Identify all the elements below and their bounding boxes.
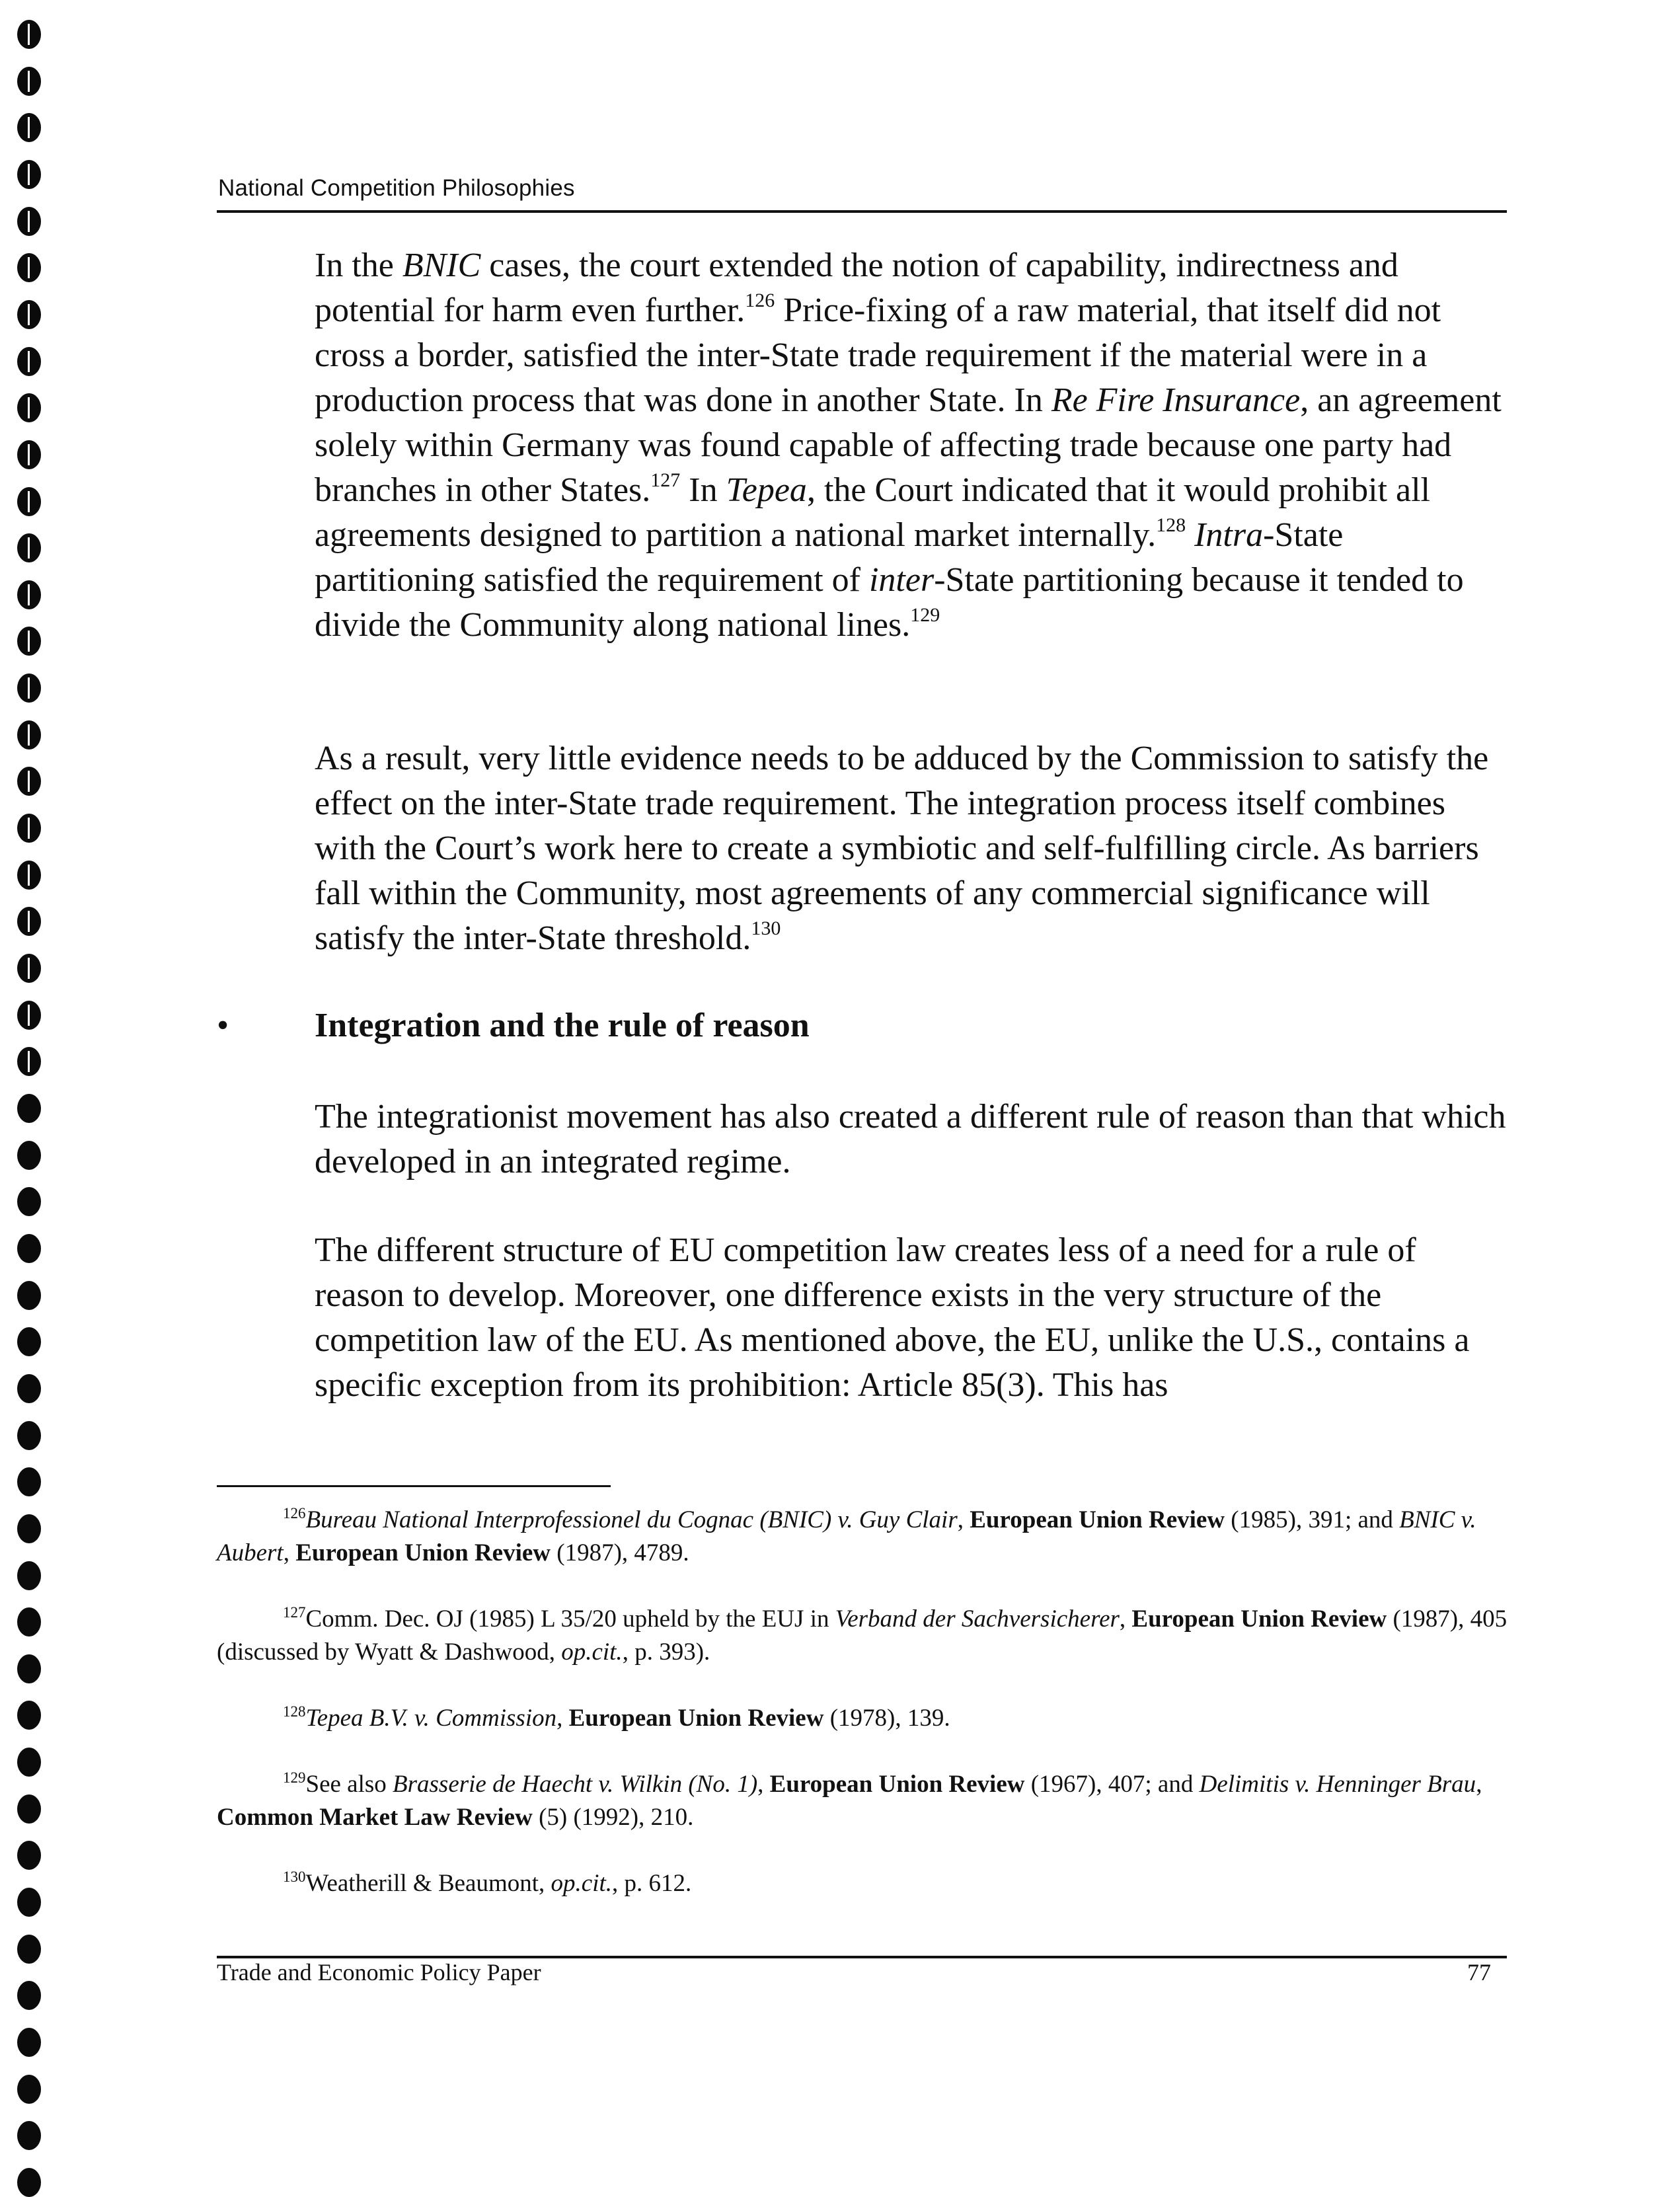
binding-hole [17,1654,41,1683]
case-name: Re Fire Insurance [1051,381,1301,419]
citation-title: Tepea B.V. v. Commission, [305,1705,563,1732]
footnotes [217,1504,1512,1933]
footnote-126 [217,1504,1512,1570]
footnote-text: (1978), 139. [823,1705,950,1732]
footnote-number: 126 [283,1505,306,1522]
footnote-number: 127 [283,1604,306,1621]
binding-hole [17,1794,41,1824]
binding-hole [17,1374,41,1403]
footnote-text: , [1476,1771,1482,1798]
binding-hole [17,1281,41,1310]
binding-hole [17,2028,41,2057]
footnote-text: Comm. Dec. OJ (1985) L 35/20 upheld by the EUJ in [305,1605,835,1633]
binding-hole [17,1514,41,1543]
citation-title: Brasserie de Haecht v. Wilkin (No. 1) [393,1771,758,1798]
binding-hole [17,767,41,796]
binding-hole [17,1888,41,1917]
footnote-ref[interactable]: 129 [910,604,940,626]
footnote-text: , p. 393). [622,1638,710,1666]
header-rule [217,210,1507,213]
footnote-text: (1987), 4789. [551,1539,689,1566]
section-heading [217,1006,810,1045]
binding-hole [17,160,41,189]
binding-hole [17,393,41,422]
footnote-text: , p. 612. [612,1870,692,1897]
binding-hole [17,861,41,890]
binding-hole [17,1421,41,1450]
binding-hole [17,1748,41,1777]
journal-name: European Union Review [970,1506,1225,1533]
binding-hole [17,1001,41,1030]
journal-name: European Union Review [568,1705,824,1732]
footer-publication: Trade and Economic Policy Paper [217,1959,541,1985]
binding-hole [17,1841,41,1870]
emphasis: Intra [1194,516,1264,554]
binding-hole [17,347,41,376]
journal-name: Common Market Law Review [217,1804,533,1831]
journal-name: European Union Review [295,1539,551,1566]
footnote-text: Weatherill & Beaumont, [305,1870,551,1897]
binding-hole [17,720,41,750]
body-paragraph-2: As a result, very little evidence needs to be adduced by the Commission to satisfy the effect on the inter-State trade requirement. The integration process itself combines with the Court’s work here to create a symbiotic and self-fulfilling circle. As barriers fall within the Community, most agreements of any commercial significance will satisfy the inter-State threshold.$^{130}$ [315,740,1489,957]
footnote-text: , [283,1539,296,1566]
footnote-130 [217,1867,1512,1900]
footnote-separator [217,1485,611,1487]
binding-hole [17,2075,41,2104]
page-number: 77 [1467,1959,1491,1985]
binding-hole [17,674,41,703]
footnote-number: 130 [283,1869,306,1885]
citation-title: Verband der Sachversicherer [835,1605,1120,1633]
running-header: National Competition Philosophies [218,175,575,201]
binding-hole [17,20,41,49]
footnote-127 [217,1603,1512,1669]
emphasis: inter [868,561,935,599]
binding-hole [17,814,41,843]
binding-hole [17,1607,41,1637]
binding-hole [17,580,41,609]
citation-title: op.cit. [551,1870,613,1897]
footnote-text: (1967), 407; and [1024,1771,1200,1798]
citation-title: BNIC v. Aubert [217,1506,1476,1566]
binding-hole [17,1141,41,1170]
binding-hole [17,1981,41,2010]
binding-hole [17,1701,41,1730]
footnote-text: , [757,1771,770,1798]
citation-title: op.cit. [561,1638,623,1666]
bullet-icon: • [217,1007,229,1044]
binding-hole [17,533,41,562]
heading-text: Integration and the rule of reason [315,1007,810,1044]
binding-hole [17,627,41,656]
binding-hole [17,253,41,282]
binding-hole [17,440,41,469]
footnote-ref[interactable]: 128 [1156,514,1186,536]
binding-hole [17,487,41,516]
footnote-ref[interactable]: 126 [745,289,775,311]
body-paragraph-4: The different structure of EU competition law creates less of a need for a rule of reason to develop. Moreover, one difference exists in the very structure of the competition law of the EU. As mentioned above, the EU, unlike the U.S., contains a specific exception from its prohibition: Article 85(3). This has [315,1231,1470,1404]
binding-hole [17,1047,41,1076]
journal-name: European Union Review [1131,1605,1387,1633]
footnote-text: See also [305,1771,393,1798]
binding-hole [17,954,41,983]
footnote-number: 129 [283,1769,306,1786]
binding-hole [17,1935,41,1964]
footnote-text: (5) (1992), 210. [532,1804,694,1831]
footnote-text: , [957,1506,970,1533]
binding-hole [17,207,41,236]
footnote-128 [217,1702,1512,1735]
case-name: Tepea [726,471,807,509]
footnote-ref[interactable]: 130 [751,917,781,939]
binding-hole [17,1561,41,1590]
binding-hole [17,2168,41,2197]
citation-title: Delimitis v. Henninger Brau [1199,1771,1476,1798]
footnote-text: , [1119,1605,1132,1633]
case-name: BNIC [402,247,481,284]
binding-hole [17,1467,41,1496]
footnote-text [562,1705,568,1732]
binding-hole [17,907,41,936]
footnote-number: 128 [283,1703,306,1720]
binding-hole [17,300,41,329]
binding-hole [17,1234,41,1263]
binding-hole [17,113,41,142]
footnote-text: (1985), 391; and [1225,1506,1400,1533]
footnote-text: (1987), 405 (discussed by Wyatt & Dashwood, [217,1605,1508,1666]
spiral-binding [17,20,44,2181]
binding-hole [17,1094,41,1123]
binding-hole [17,2121,41,2150]
binding-hole [17,67,41,96]
body-paragraph-3: The integrationist movement has also created a different rule of reason than that which developed in an integrated regime. [315,1098,1506,1180]
body-paragraph-1: In the BNIC cases, the court extended the notion of capability, indirectness and potential for harm even further.$^{126}$ Price-fixing of a raw material, that itself did not cross a border, satisfied the inter-State trade requirement if the material were in a production process that was done in another State. In Re Fire Insurance, an agreement solely within Germany was found capable of affecting trade because one party had branches in other States.$^{127}$ In Tepea, the Court indicated that it would prohibit all agreements designed to partition a national market internally.$^{128}$ Intra-State partitioning satisfied the requirement of inter-State partitioning because it tended to divide the Community along national lines.$^{129}$ [315,247,1502,644]
footnote-129 [217,1768,1512,1834]
journal-name: European Union Review [769,1771,1025,1798]
citation-title: Bureau National Interprofessionel du Cognac (BNIC) v. Guy Clair [305,1506,958,1533]
binding-hole [17,1327,41,1356]
footnote-ref[interactable]: 127 [650,469,681,491]
binding-hole [17,1187,41,1216]
